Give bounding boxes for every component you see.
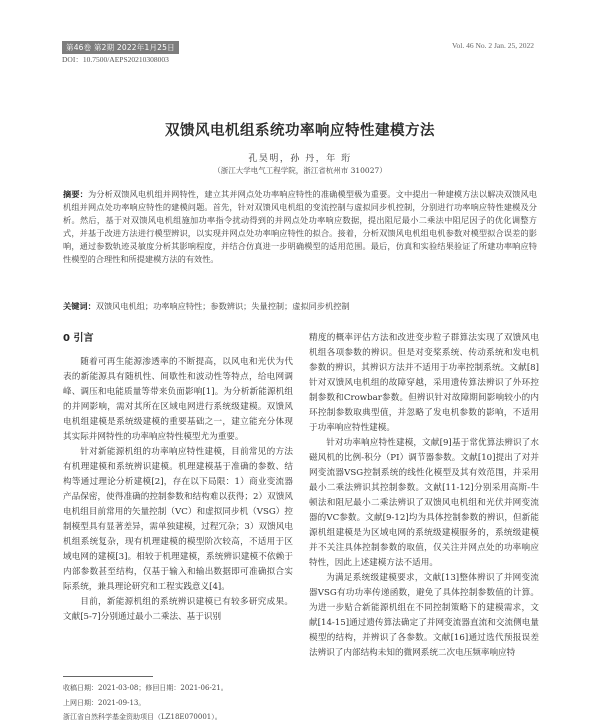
footnote-online: 上网日期：2021-09-13。 xyxy=(63,698,146,707)
abstract-text: 为分析双馈风电机组并网特性，建立其并网点处功率响应特性的准确模型极为重要。文中提出一种建模方法以解决双馈风电机组并网点处功率响应特性的建模问题。首先，针对双馈风电机组的变流控制与虚拟同步机控制，分别进行功率响应特性建模及分析。然后，基于对双馈风电机组施加功率指令扰动得到的并网点处功率响应数据，提出阻尼最小二乘法中阻尼因子的优化调整方式，并基于改进方法进行模型辨识，以实现并网点处功率响应特性的拟合。接着，分析双馈风电机组电机参数对模型拟合误差的影响，通过参数轨迹灵敏度分析其影响程度，并结合仿真进一步明确模型的适用范围。最后，仿真和实验结果验证了所建功率响应特性模型的合理性和所提建模方法的有效性。 xyxy=(63,189,537,264)
journal-issue-badge: 第46卷 第2期 2022年1月25日 xyxy=(62,41,179,54)
paragraph: 目前，新能源机组的系统辨识建模已有较多研究成果。文献[5-7]分别通过最小二乘法、基于识别 xyxy=(63,597,293,622)
abstract-label: 摘要： xyxy=(63,189,88,199)
left-column xyxy=(63,331,293,625)
paragraph: 精度的概率评估方法和改进变步粒子群算法实现了双馈风电机组各项参数的辨识。但是对变桨系统、传动系统和发电机参数的辨识，其辨识方法并不适用于功率控制系统。文献[8]针对双馈风电机组的故障穿越，采用遗传算法辨识了外环控制参数和Crowbar参数。但辨识针对故障期间影响较小的内环控制参数取典型值，并忽略了发电机参数的影响，不适用于功率响应特性建模。 xyxy=(309,333,539,433)
footnote-funding: 浙江省自然科学基金资助项目（LZ18E070001）。 xyxy=(63,713,222,721)
paper-title: 双馈风电机组系统功率响应特性建模方法 xyxy=(165,123,435,139)
paragraph: 针对新能源机组的功率响应特性建模，目前常见的方法有机理建模和系统辨识建模。机理建模基于准确的参数、结构等通过理论分析建模[2]，存在以下局限：1）商业变流器产品保密，使得准确的控制参数和结构难以获得；2）双馈风电机组目前常用的矢量控制（VC）和虚拟同步机（VSG）控制模型具有显著差异，需单独建模，过程冗杂；3）双馈风电机组系统复杂，现有机理建模的模型阶次较高，不适用于区域电网的建模[3]。相较于机理建模，系统辨识建模不依赖于内部参数甚至结构，仅基于输入和输出数据即可准确拟合实际系统，兼具理论研究和工程实践意义[4]。 xyxy=(63,447,293,592)
keywords-label: 关键词： xyxy=(63,301,96,311)
paragraph: 随着可再生能源渗透率的不断提高，以风电和光伏为代表的新能源具有随机性、间歇性和波动性等特点，给电网调峰、调压和电能质量等带来负面影响[1]。为分析新能源机组的并网影响，需对其所在区域电网进行系统级建模。双馈风电机组建模是系统级建模的重要基础之一，建立能充分体现其实际并网特性的功率响应特性模型尤为重要。 xyxy=(63,357,293,442)
abstract xyxy=(63,188,537,266)
footnote-received: 收稿日期：2021-03-08；修回日期：2021-06-21。 xyxy=(63,684,228,692)
right-column xyxy=(309,331,539,661)
doi: DOI：10.7500/AEPS20210308003 xyxy=(62,55,169,64)
authors: 孔昊明，孙 丹，年 珩 xyxy=(248,154,352,164)
footnote-divider xyxy=(63,676,153,677)
keywords-text: 双馈风电机组；功率响应特性；参数辨识；失量控制；虚拟同步机控制 xyxy=(95,301,350,311)
section-heading: 0 引言 xyxy=(63,333,94,344)
journal-issue-en: Vol. 46 No. 2 Jan. 25, 2022 xyxy=(452,41,534,50)
affiliation: （浙江大学电气工程学院，浙江省杭州市 310027） xyxy=(213,166,387,175)
paragraph: 为满足系统级建模要求，文献[13]整体辨识了并网变流器VSG有功功率传递函数，避免了具体控制参数值的计算。为进一步贴合新能源机组在不同控制策略下的建模需求，文献[14-15]通过遗传算法确定了并网变流器直流和交流侧电量模型的结构，并辨识了各参数。文献[16]通过选代预报误差法辨识了内部结构未知的微网系统二次电压频率响应特 xyxy=(309,573,539,658)
footnotes xyxy=(63,681,298,725)
keywords xyxy=(63,301,537,312)
paragraph: 针对功率响应特性建模，文献[9]基于常优算法辨识了水磁风机的比例-积分（PI）调节器参数。文献[10]提出了对并网变流器VSG控制系统的线性化模型及其有效范围，并采用最小二乘法辨识其控制参数。文献[11-12]分别采用高斯-牛顿法和阻尼最小二乘法辨识了双馈风电机组和光伏并网变流器的VC参数。文献[9-12]均为具体控制参数的辨识，但新能源机组建模是为区域电网的系统级建模服务的，系统级建模并不关注具体控制参数的取值，仅关注并网点处的功率响应特性，因此上述建模方法不适用。 xyxy=(309,438,539,568)
